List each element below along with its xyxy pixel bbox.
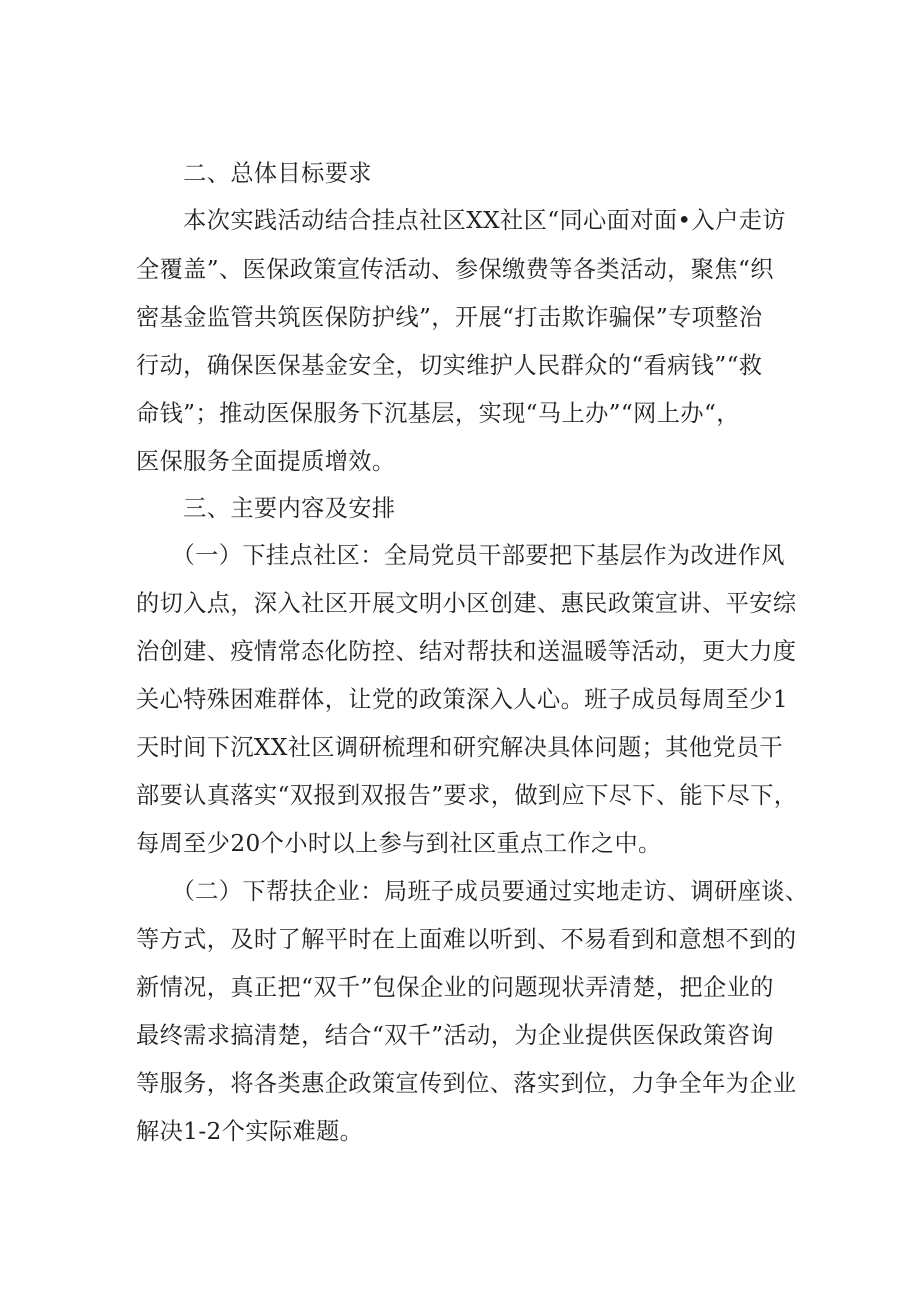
paragraph-line: 最终需求搞清楚，结合“双千”活动，为企业提供医保政策咨询: [136, 1022, 774, 1049]
paragraph-line: 解决1-2个实际难题。: [136, 1118, 364, 1145]
paragraph-line: 医保服务全面提质增效。: [136, 448, 396, 475]
paragraph-line: 等方式，及时了解平时在上面难以听到、不易看到和意想不到的: [136, 926, 797, 953]
paragraph-line: 等服务，将各类惠企政策宣传到位、落实到位，力争全年为企业: [136, 1070, 797, 1097]
paragraph-line: 行动，确保医保基金安全，切实维护人民群众的“看病钱”“救: [136, 352, 763, 379]
paragraph-line: （一）下挂点社区：全局党员干部要把下基层作为改进作风: [136, 542, 785, 569]
paragraph-line: 每周至少20个小时以上参与到社区重点工作之中。: [136, 830, 662, 857]
paragraph-line: （二）下帮扶企业：局班子成员要通过实地走访、调研座谈、: [136, 878, 809, 905]
paragraph-line: 治创建、疫情常态化防控、结对帮扶和送温暖等活动，更大力度: [136, 638, 797, 665]
heading-overall-goals: 二、总体目标要求: [136, 160, 372, 187]
heading-main-content: 三、主要内容及安排: [136, 495, 396, 522]
paragraph-line: 密基金监管共筑医保防护线”，开展“打击欺诈骗保”专项整治: [136, 304, 763, 331]
paragraph-line: 新情况，真正把“双千”包保企业的问题现状弄清楚，把企业的: [136, 974, 774, 1001]
paragraph-line: 命钱”；推动医保服务下沉基层，实现“马上办”“网上办“，: [136, 400, 740, 427]
paragraph-line: 天时间下沉XX社区调研梳理和研究解决具体问题；其他党员干: [136, 734, 784, 761]
paragraph-line: 全覆盖”、医保政策宣传活动、参保缴费等各类活动，聚焦“织: [136, 256, 774, 283]
paragraph-line: 的切入点，深入社区开展文明小区创建、惠民政策宣讲、平安综: [136, 590, 797, 617]
paragraph-line: 关心特殊困难群体，让党的政策深入人心。班子成员每周至少1: [136, 686, 789, 713]
paragraph-line: 本次实践活动结合挂点社区XX社区“同心面对面•入户走访: [136, 207, 786, 234]
paragraph-line: 部要认真落实“双报到双报告”要求，做到应下尽下、能下尽下，: [136, 782, 798, 809]
